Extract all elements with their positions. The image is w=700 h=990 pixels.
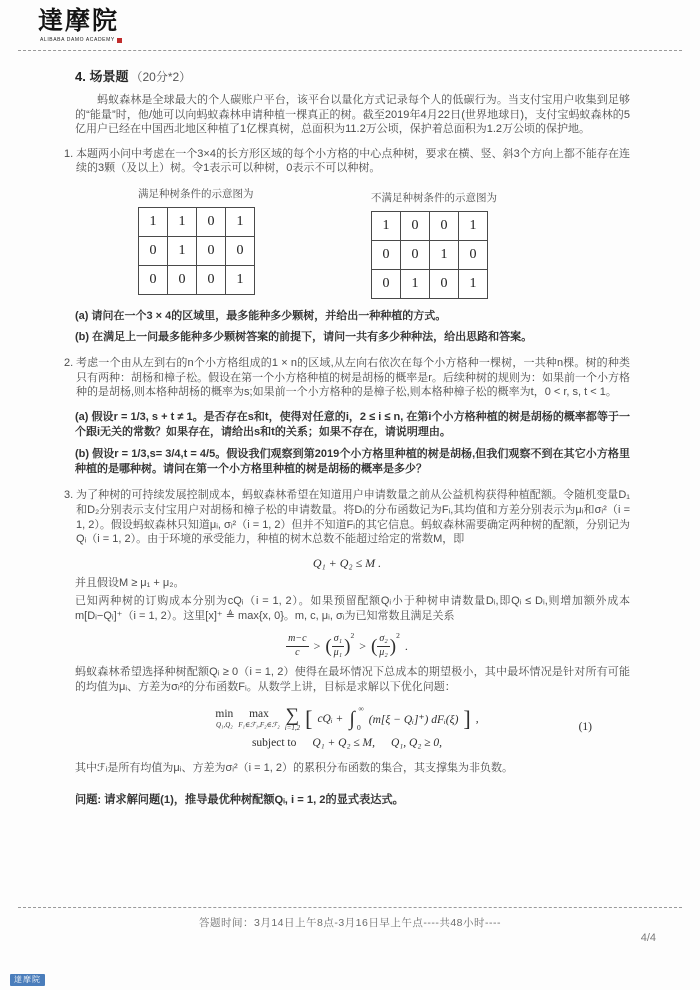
fraction-sigma2-mu2: [377, 634, 389, 658]
section-title-text: 4. 场景题: [75, 69, 129, 84]
q2-part-a: (a) 假设r = 1/3, s + t ≠ 1。是否存在s和t，使得对任意的i，2 ≤ i ≤ n, 在第i个小方格种植的树是胡杨的概率都等于一个跟i无关的常数？如果存在，请给出s和t的关系；如果不存在，请说明理由。: [75, 410, 630, 438]
max-subscript: F₁∈ℱ₁,F₂∈ℱ₂: [238, 720, 280, 729]
grid-cell: 1: [459, 211, 488, 240]
table-row: [372, 240, 488, 269]
max-operator: [238, 709, 279, 729]
min-subscript: Q₁,Q₂: [215, 720, 233, 729]
sum-subscript: i=1,2: [284, 723, 301, 732]
integrand: (m[ξ − Qᵢ]⁺) dFᵢ(ξ): [368, 714, 459, 727]
assumption-line: 并且假设M ≥ μ₁ + μ₂。: [75, 576, 185, 589]
damo-logo-text: 達摩院: [38, 6, 120, 35]
table-row: [372, 211, 488, 240]
invalid-grid-table: [371, 211, 488, 299]
grid-cell: 1: [459, 269, 488, 298]
question-2-text: 考虑一个由从左到右的n个小方格组成的1 × n的区域,从左向右依次在每个小方格种一棵树，一共种n棵。树的种类只有两种：胡杨和樟子松。假设在第一个小方格种植的树是胡杨的概率是r。后续种树的规则为：如果前一个小方格种的是胡杨,则本格种胡杨的概率为s;如果前一个小方格种的是樟子松,则本格种樟子松的概率为t，0 < r, s, t < 1。: [76, 357, 630, 399]
fraction-mc-over-c: [286, 634, 308, 658]
exam-content: [64, 66, 630, 808]
header-divider: [18, 50, 682, 51]
grid-cell: 0: [168, 265, 197, 294]
integral-operator: [348, 704, 364, 733]
fraction-numerator: σ₂: [377, 634, 389, 647]
exponent: 2: [396, 631, 400, 641]
squared-ratio-1: [325, 631, 355, 658]
greater-than-sign: >: [359, 638, 366, 653]
fraction-denominator: c: [295, 646, 300, 658]
logo-seal-icon: [117, 38, 122, 43]
capacity-equation: Q₁ + Q₂ ≤ M .: [312, 555, 382, 570]
left-paren: (: [325, 635, 332, 657]
valid-grid-caption: 满足种树条件的示意图为: [138, 187, 254, 200]
ratio-inequality: [64, 631, 630, 658]
grid-cell: 1: [139, 207, 168, 236]
q2-part-b: (b) 假设r = 1/3,s= 3/4,t = 4/5。假设我们观察到第2019个小方格里种植的树是胡杨,但我们观察不到在其它小方格里种植的是哪种树。请问在第一个小方格里种植的树是胡杨的概率是多少？: [75, 448, 630, 475]
equation-number: (1): [578, 720, 592, 733]
min-operator: [215, 709, 233, 729]
left-bracket: [: [305, 706, 313, 732]
grid-cell: 0: [401, 211, 430, 240]
left-paren: (: [370, 635, 378, 657]
greater-than-sign: >: [313, 638, 321, 653]
grid-figures: [64, 186, 630, 299]
right-paren: ): [344, 635, 351, 657]
grid-cell: 1: [226, 207, 255, 236]
subject-to-label: subject to: [251, 736, 297, 749]
right-bracket: ]: [463, 706, 471, 732]
grid-cell: 0: [139, 265, 168, 294]
constraint-nonnegative: Q₁, Q₂ ≥ 0,: [391, 736, 443, 749]
constraint-capacity: Q₁ + Q₂ ≤ M,: [312, 736, 375, 749]
question-3-text: 为了种树的可持续发展控制成本，蚂蚁森林希望在知道用户申请数量之前从公益机构获得种植配额。令随机变量D₁和D₂分别表示支付宝用户对胡杨和樟子松的申请数量。将Dᵢ的分布函数记为Fᵢ,其均值和方差分别表示为μᵢ和σᵢ²（i = 1, 2）。假设蚂蚁森林只知道μᵢ, σᵢ²（i = 1, 2）但并不知道Fᵢ的其它信息。蚂蚁森林需要确定两种树的配额，分别记为Qᵢ（i = 1, 2）。由于环境的承受能力，种植的树木总数不能超过给定的常数M，即: [76, 489, 630, 546]
max-label: max: [249, 708, 269, 721]
grid-cell: 0: [459, 240, 488, 269]
min-label: min: [215, 708, 234, 721]
intro-paragraph: 蚂蚁森林是全球最大的个人碳账户平台，该平台以量化方式记录每个人的低碳行为。当支付宝用户收集到足够的“能量”时，他/她可以向蚂蚁森林申请种植一棵真正的树。截至2019年4月22日(世界地球日)，支付宝蚂蚁森林的5亿用户已经在中国西北地区种植了1亿棵真树，总面积为11.2万公顷，保护着总面积为1.2万公顷的保护地。: [75, 94, 630, 136]
page-number: 4/4: [640, 932, 656, 944]
grid-cell: 0: [401, 240, 430, 269]
table-row: [139, 236, 255, 265]
question-3-number: 3.: [64, 489, 74, 502]
table-row: [139, 207, 255, 236]
grid-cell: 0: [430, 269, 459, 298]
comma: ,: [475, 713, 479, 726]
valid-grid-figure: [138, 186, 255, 295]
question-2: [64, 356, 630, 400]
valid-grid-table: [138, 207, 255, 295]
logo-subtext-text: ALIBABA DAMO ACADEMY: [40, 37, 115, 43]
answer-time-note: 答题时间：3月14日上午8点-3月16日早上午点----共48小时----: [198, 917, 502, 929]
grid-cell: 1: [372, 211, 401, 240]
grid-cell: 1: [168, 236, 197, 265]
grid-cell: 0: [372, 269, 401, 298]
goal-paragraph: 蚂蚁森林希望选择种树配额Qᵢ ≥ 0（i = 1, 2）使得在最坏情况下总成本的期望极小，其中最坏情况是针对所有可能的均值为μᵢ、方差为σᵢ²的分布函数Fᵢ。从数学上讲，目标是求解以下优化问题：: [75, 666, 630, 694]
fraction-denominator: μ₂: [379, 646, 388, 658]
integral-lower-limit: 0: [357, 723, 361, 733]
fraction-numerator: m−c: [286, 634, 308, 647]
objective-line: [64, 704, 630, 733]
question-3: [64, 488, 630, 546]
final-question: 问题: 请求解问题(1)，推导最优种树配额Qᵢ, i = 1, 2的显式表达式。: [75, 794, 404, 807]
section-score: （20分*2）: [130, 70, 192, 84]
optimization-lines: [64, 704, 630, 749]
damo-logo-subtext: [40, 37, 122, 43]
fraction-denominator: μ₁: [333, 646, 343, 658]
exponent: 2: [350, 631, 355, 641]
table-row: [372, 269, 488, 298]
grid-cell: 0: [139, 236, 168, 265]
question-1: [64, 147, 630, 176]
section-title: [75, 66, 630, 85]
grid-cell: 1: [226, 265, 255, 294]
question-2-number: 2.: [64, 357, 74, 370]
grid-cell: 0: [226, 236, 255, 265]
cost-paragraph: 已知两种树的订购成本分别为cQᵢ（i = 1, 2）。如果预留配额Qᵢ小于种树申请数量Dᵢ,即Qᵢ ≤ Dᵢ,则增加额外成本m[Dᵢ−Qᵢ]⁺（i = 1, 2）。这里[x]⁺ ≜ max{x, 0}。m, c, μᵢ, σᵢ为已知常数且满足关系: [75, 595, 630, 622]
grid-cell: 1: [401, 269, 430, 298]
invalid-grid-caption: 不满足种树条件的示意图为: [371, 191, 497, 204]
period: .: [404, 638, 408, 653]
question-1-text: 本题两小问中考虑在一个3×4的长方形区域的每个小方格的中心点种树，要求在横、竖、斜3个方向上都不能存在连续的3颗（及以上）树。令1表示可以种树，0表示不可以种树。: [76, 147, 630, 175]
grid-cell: 1: [168, 207, 197, 236]
grid-cell: 1: [430, 240, 459, 269]
fraction-numerator: σ₁: [332, 634, 344, 647]
q1-part-b: (b) 在满足上一问最多能种多少颗树答案的前提下，请问一共有多少种种法，给出思路和答案。: [75, 330, 533, 343]
table-row: [139, 265, 255, 294]
sum-operator: [284, 704, 301, 732]
grid-cell: 0: [197, 265, 226, 294]
grid-cell: 0: [197, 236, 226, 265]
grid-cell: 0: [197, 207, 226, 236]
constraint-line: [64, 737, 630, 749]
right-paren: ): [389, 635, 397, 657]
integral-symbol: ∫: [349, 708, 355, 731]
footer-logo: 達摩院: [10, 974, 45, 986]
sum-symbol: ∑: [285, 704, 300, 726]
family-paragraph: 其中ℱᵢ是所有均值为μᵢ、方差为σᵢ²（i = 1, 2）的累积分布函数的集合，其支撑集为非负数。: [75, 761, 513, 774]
squared-ratio-2: [370, 631, 400, 658]
optimization-problem: [64, 704, 630, 749]
invalid-grid-figure: [371, 190, 497, 299]
cost-term: cQᵢ +: [317, 713, 344, 726]
integral-upper-limit: ∞: [358, 704, 364, 714]
grid-cell: 0: [372, 240, 401, 269]
footer-divider: [18, 907, 682, 908]
q1-part-a: (a) 请问在一个3 × 4的区域里，最多能种多少颗树，并给出一种种植的方式。: [75, 309, 447, 322]
grid-cell: 0: [430, 211, 459, 240]
fraction-sigma1-mu1: [332, 634, 344, 658]
question-1-number: 1.: [64, 147, 74, 160]
